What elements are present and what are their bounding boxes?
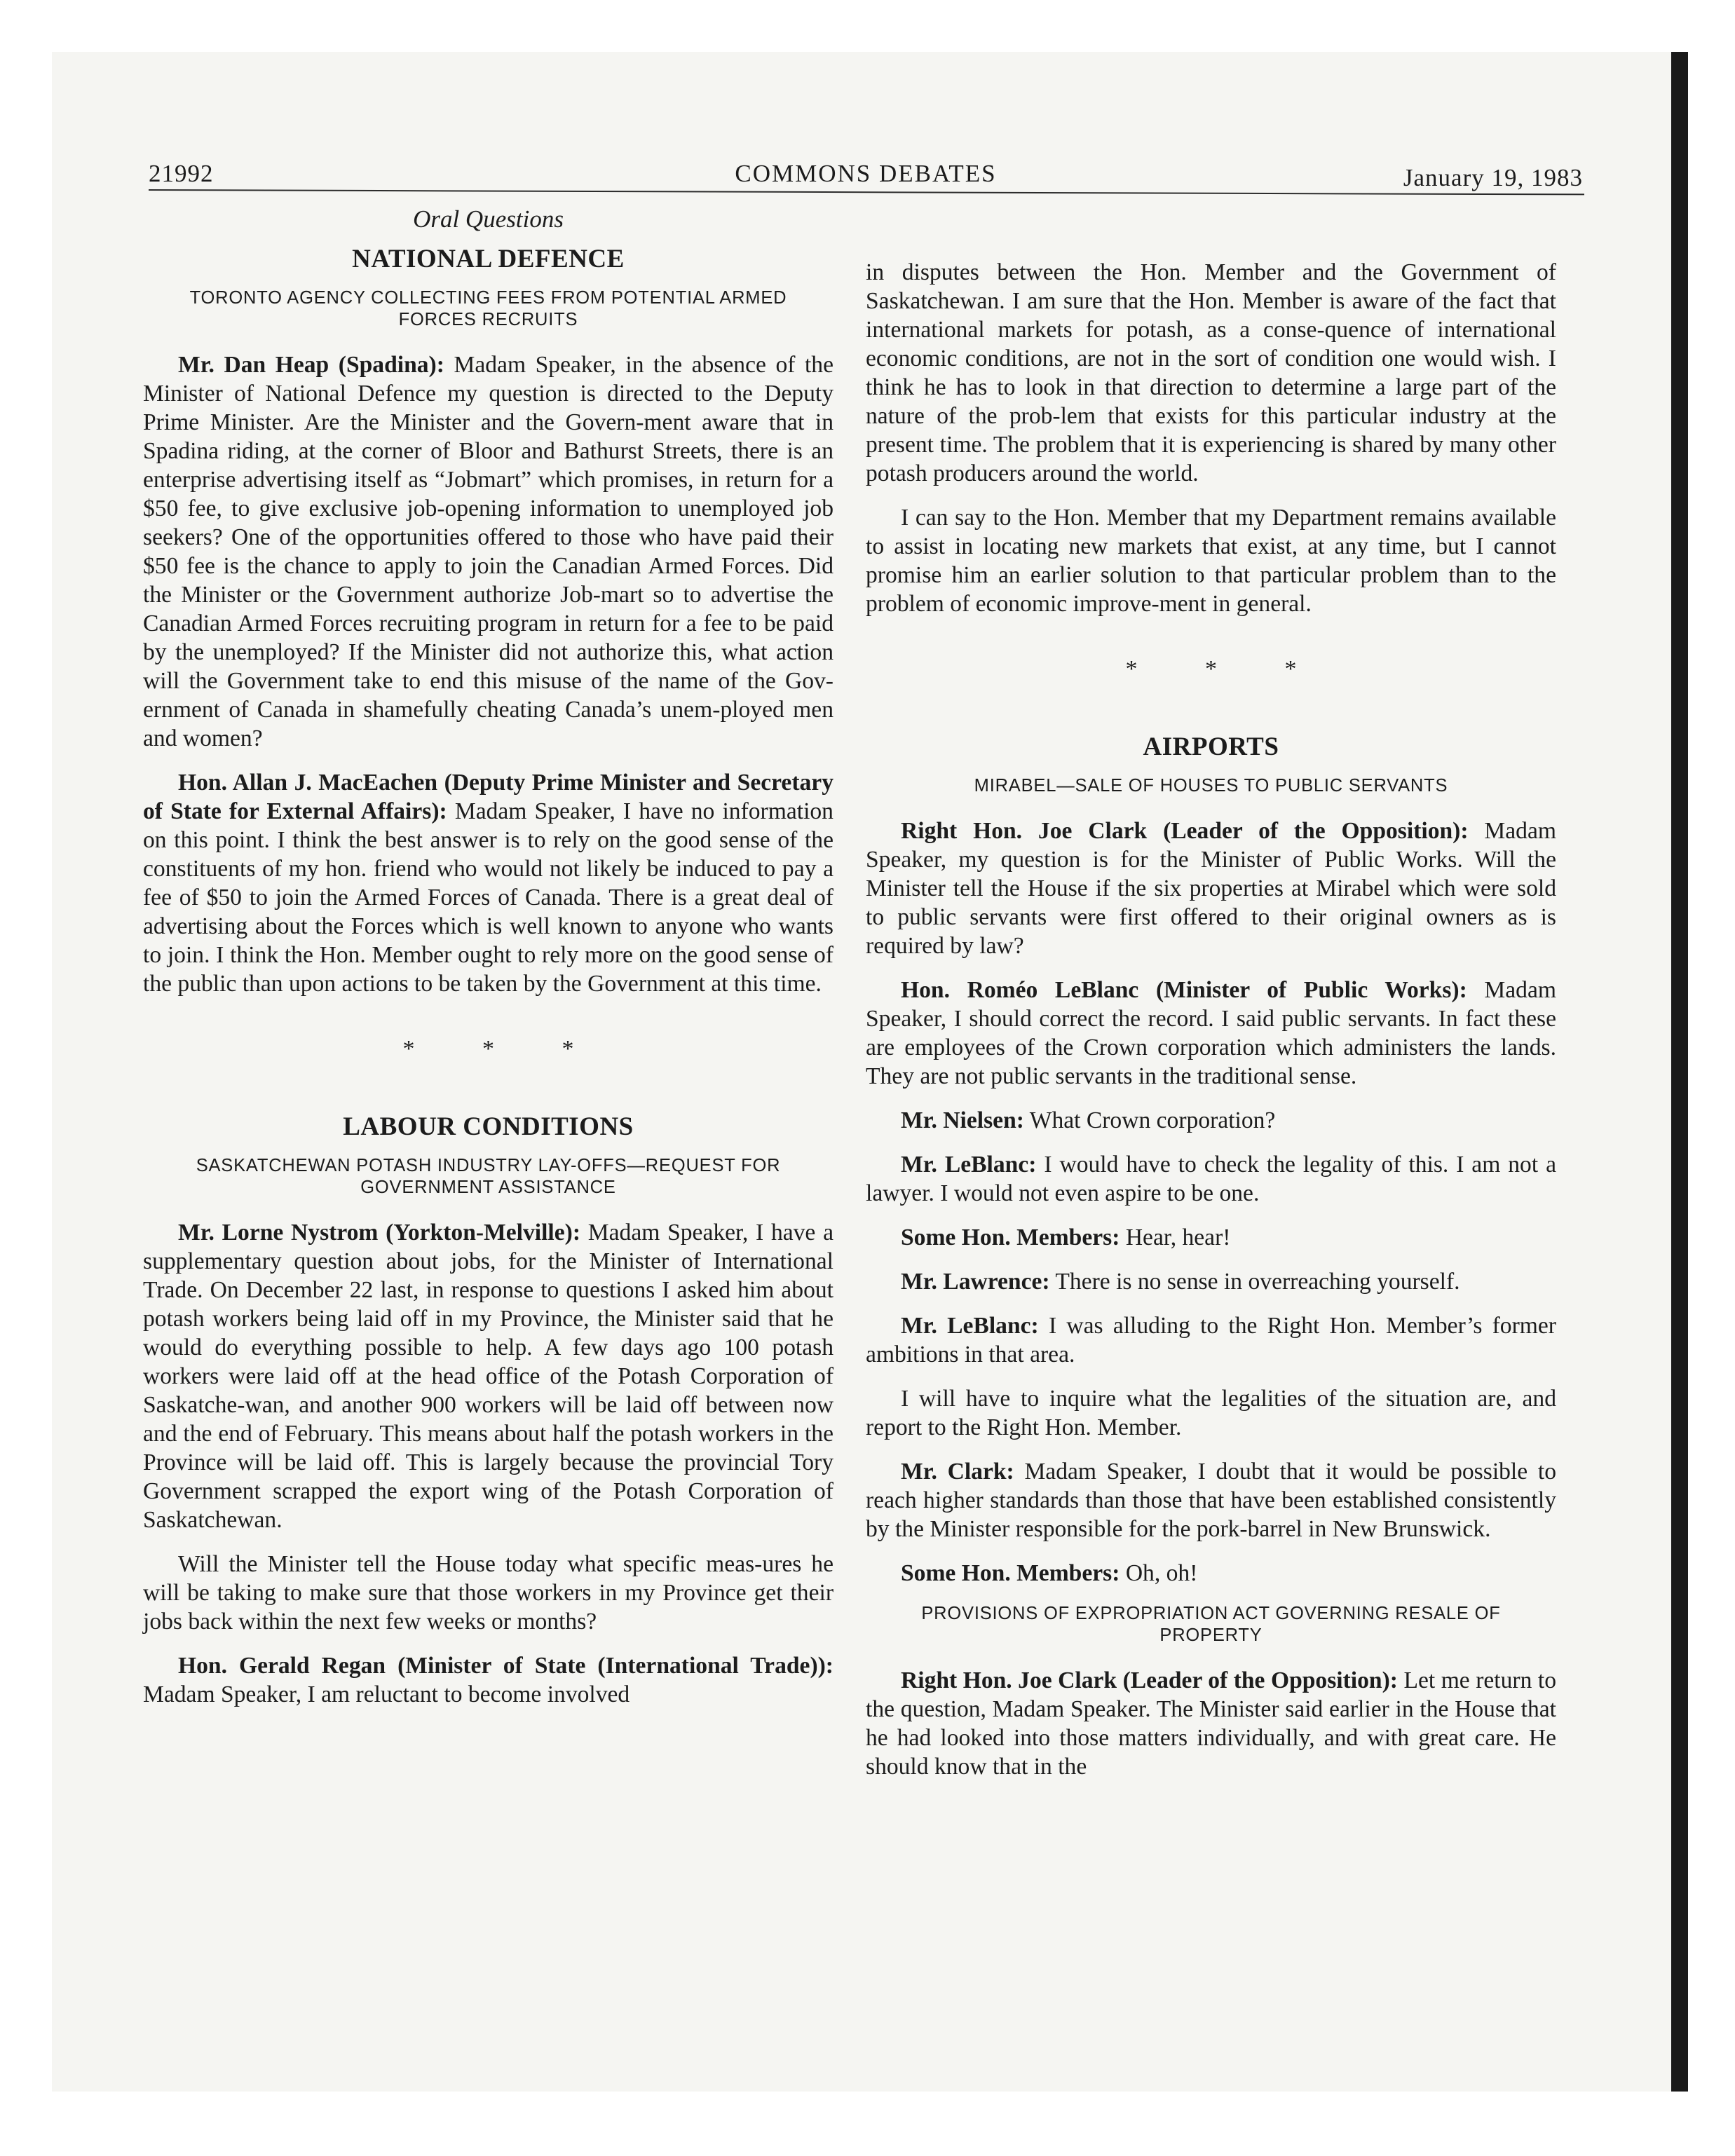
speech-paragraph	[866, 817, 1556, 960]
speech-paragraph	[866, 1150, 1556, 1208]
speaker-name: Right Hon. Joe Clark (Leader of the Opposition):	[901, 1667, 1398, 1693]
speech-paragraph	[143, 1218, 834, 1534]
speech-text: Madam Speaker, I have a supplementary question about jobs, for the Minister of International Trade. On December 22 last, in response to questions I asked him about potash workers being laid off in my Province, the Minister said that he would do everything possible to help. A few days ago 100 potash workers were laid off at the head office of the Potash Corporation of Saskatche-wan, and another 900 workers will be laid off between now and the end of February. This means about half the potash workers in the Province will be laid off. This is largely because the provincial Tory Government scrapped the export wing of the Potash Corporation of Saskatchewan.	[143, 1220, 834, 1533]
speech-paragraph	[866, 1223, 1556, 1252]
speech-paragraph	[866, 976, 1556, 1091]
speech-text: I would have to check the legality of this. I am not a lawyer. I would not even aspire to be one.	[866, 1152, 1556, 1206]
speaker-name: Mr. Lawrence:	[901, 1269, 1050, 1295]
speech-paragraph	[866, 503, 1556, 618]
speech-paragraph	[866, 1267, 1556, 1296]
speech-text: Hear, hear!	[1125, 1224, 1231, 1250]
speech-text: Madam Speaker, I am reluctant to become involved	[143, 1681, 630, 1707]
speech-paragraph	[866, 1559, 1556, 1588]
scan-edge-shadow	[1671, 52, 1688, 2092]
speaker-name: Mr. Dan Heap (Spadina):	[178, 352, 444, 378]
heading-national-defence: NATIONAL DEFENCE	[352, 245, 625, 273]
speaker-name: Mr. Clark:	[901, 1459, 1014, 1485]
speech-paragraph	[866, 258, 1556, 488]
right-column	[866, 258, 1556, 1796]
speech-text: Madam Speaker, in the absence of the Minister of National Defence my question is directed to the Deputy Prime Minister. Are the Minister and the Govern-ment aware that in Spadina riding, at the corner of Bloor and Bathurst Streets, there is an enterprise advertising itself as “Jobmart” which promises, in return for a $50 fee, to give exclusive job-opening information to unemployed job seekers? One of the opportunities offered to those who have paid their $50 fee is the chance to apply to join the Canadian Armed Forces. Did the Minister or the Government authorize Job-mart so to advertise the Canadian Armed Forces recruiting program in return for a fee to be paid by the unemployed? If the Minister did not authorize this, what action will the Government take to end this misuse of the name of the Gov-ernment of Canada in shamefully cheating Canada’s unem-ployed men and women?	[143, 352, 834, 751]
speaker-name: Right Hon. Joe Clark (Leader of the Opposition):	[901, 818, 1469, 844]
heading-airports: AIRPORTS	[1143, 732, 1279, 761]
speaker-name: Mr. LeBlanc:	[901, 1313, 1039, 1339]
subheading-potash-layoffs: SASKATCHEWAN POTASH INDUSTRY LAY-OFFS—REQUEST FOR GOVERNMENT ASSISTANCE	[196, 1156, 781, 1197]
speaker-name: Hon. Roméo LeBlanc (Minister of Public Works):	[901, 977, 1467, 1003]
heading-labour-conditions: LABOUR CONDITIONS	[343, 1112, 634, 1141]
journal-title: COMMONS DEBATES	[735, 160, 997, 187]
subheading-toronto-agency: TORONTO AGENCY COLLECTING FEES FROM POTENTIAL ARMED FORCES RECRUITS	[189, 288, 787, 329]
speech-text: Let me return to the question, Madam Speaker. The Minister said earlier in the House that he had looked into those matters individually, and with great care. He should know that in the	[866, 1667, 1556, 1780]
speech-paragraph	[866, 1384, 1556, 1442]
speech-paragraph	[866, 1457, 1556, 1543]
speaker-name: Mr. Nielsen:	[901, 1107, 1024, 1133]
speech-text: Oh, oh!	[1125, 1560, 1198, 1586]
speech-text: Madam Speaker, I should correct the record. I said public servants. In fact these are employees of the Crown corporation which administers the lands. They are not public servants in the traditional sense.	[866, 977, 1556, 1089]
speech-text: I can say to the Hon. Member that my Department remains available to assist in locating new markets that exist, at any time, but I cannot promise him an earlier solution to that particular problem than to the problem of economic improve-ment in general.	[866, 505, 1556, 617]
speech-paragraph	[143, 768, 834, 998]
speaker-name: Mr. LeBlanc:	[901, 1152, 1037, 1178]
speaker-name: Some Hon. Members:	[901, 1560, 1120, 1586]
section-separator: * * *	[402, 1036, 605, 1062]
page-number: 21992	[149, 160, 214, 187]
speech-text: Will the Minister tell the House today what specific meas-ures he will be taking to make sure that those workers in my Province get their jobs back within the next few weeks or months?	[143, 1551, 834, 1635]
speech-text: in disputes between the Hon. Member and the Government of Saskatchewan. I am sure that the Hon. Member is aware of the fact that international markets for potash, as a conse-quence of international economic conditions, are not in the sort of condition one would wish. I think he has to look in that direction to determine a large part of the nature of the prob-lem that exists for this particular industry at the present time. The problem that it is experiencing is shared by many other potash producers around the world.	[866, 259, 1556, 486]
speaker-name: Mr. Lorne Nystrom (Yorkton-Melville):	[178, 1220, 581, 1246]
speech-text: There is no sense in overreaching yourself.	[1055, 1269, 1460, 1295]
speaker-name: Hon. Gerald Regan (Minister of State (International Trade)):	[178, 1653, 834, 1679]
speech-paragraph	[143, 350, 834, 753]
speech-text: Madam Speaker, I have no information on this point. I think the best answer is to rely on the good sense of the constituents of my hon. friend who would not likely be induced to pay a fee of $50 to join the Armed Forces of Canada. There is a great deal of advertising about the Forces which is well known to anyone who wants to join. I think the Hon. Member ought to rely more on the good sense of the public than upon actions to be taken by the Government at this time.	[143, 798, 834, 997]
speech-paragraph	[143, 1550, 834, 1636]
speech-text: What Crown corporation?	[1029, 1107, 1276, 1133]
left-column	[143, 205, 834, 1724]
speech-text: Madam Speaker, I doubt that it would be possible to reach higher standards than those that have been established consistently by the Minister responsible for the pork-barrel in New Brunswick.	[866, 1459, 1556, 1542]
subheading-mirabel: MIRABEL—SALE OF HOUSES TO PUBLIC SERVANTS	[974, 776, 1448, 796]
speech-text: Madam Speaker, my question is for the Minister of Public Works. Will the Minister tell the House if the six properties at Mirabel which were sold to public servants were first offered to their original owners as is required by law?	[866, 818, 1556, 959]
header-date: January 19, 1983	[1403, 164, 1583, 191]
speech-text: I was alluding to the Right Hon. Member’s former ambitions in that area.	[866, 1313, 1556, 1367]
speech-paragraph	[866, 1311, 1556, 1369]
speech-text: I will have to inquire what the legalities of the situation are, and report to the Right Hon. Member.	[866, 1386, 1556, 1440]
speech-paragraph	[866, 1666, 1556, 1781]
speech-paragraph	[866, 1106, 1556, 1135]
section-label: Oral Questions	[413, 205, 564, 233]
section-separator: * * *	[1125, 656, 1328, 682]
speech-paragraph	[143, 1651, 834, 1709]
speaker-name: Hon. Allan J. MacEachen (Deputy Prime Minister and Secretary of State for External Affairs):	[143, 770, 834, 824]
subheading-expropriation-act: PROVISIONS OF EXPROPRIATION ACT GOVERNING RESALE OF PROPERTY	[921, 1604, 1501, 1645]
speaker-name: Some Hon. Members:	[901, 1224, 1120, 1250]
